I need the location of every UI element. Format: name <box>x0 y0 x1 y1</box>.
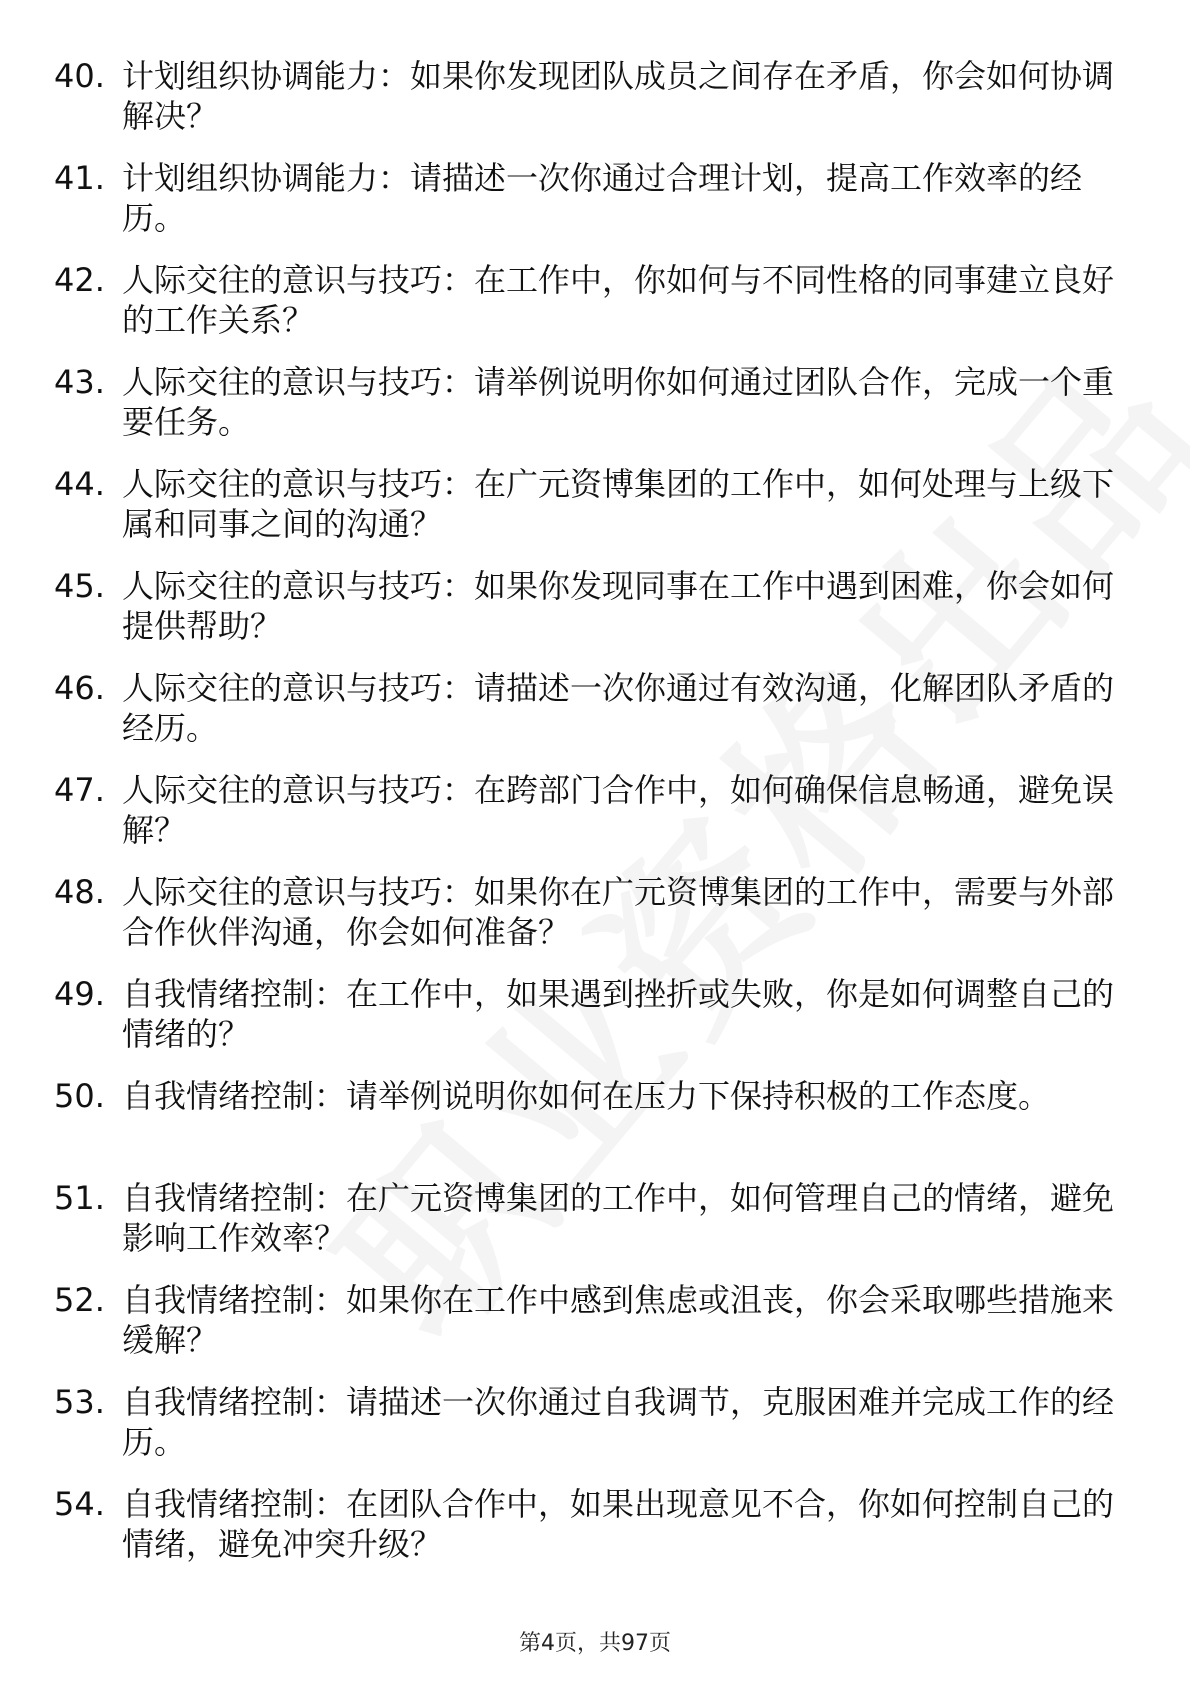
question-text: 人际交往的意识与技巧：在跨部门合作中，如何确保信息畅通，避免误解？ <box>122 771 1115 849</box>
question-text: 自我情绪控制：如果你在工作中感到焦虑或沮丧，你会采取哪些措施来缓解？ <box>122 1281 1115 1359</box>
list-item <box>0 966 1190 1068</box>
question-number: 51. <box>54 1179 105 1217</box>
question-number: 43. <box>54 363 105 401</box>
list-item <box>0 1170 1190 1272</box>
question-text: 自我情绪控制：在广元资博集团的工作中，如何管理自己的情绪，避免影响工作效率？ <box>122 1179 1115 1257</box>
question-text: 自我情绪控制：请描述一次你通过自我调节，克服困难并完成工作的经历。 <box>122 1383 1115 1461</box>
list-item <box>0 456 1190 558</box>
list-item <box>0 48 1190 150</box>
question-text: 自我情绪控制：在工作中，如果遇到挫折或失败，你是如何调整自己的情绪的？ <box>122 975 1115 1053</box>
question-number: 45. <box>54 567 105 605</box>
question-text: 自我情绪控制：请举例说明你如何在压力下保持积极的工作态度。 <box>122 1077 1051 1115</box>
list-item <box>0 1068 1190 1170</box>
list-item <box>0 252 1190 354</box>
list-item <box>0 762 1190 864</box>
question-number: 48. <box>54 873 105 911</box>
question-text: 人际交往的意识与技巧：如果你发现同事在工作中遇到困难，你会如何提供帮助？ <box>122 567 1115 645</box>
question-text: 计划组织协调能力：如果你发现团队成员之间存在矛盾，你会如何协调解决？ <box>122 57 1115 135</box>
question-text: 人际交往的意识与技巧：请举例说明你如何通过团队合作，完成一个重要任务。 <box>122 363 1115 441</box>
question-number: 50. <box>54 1077 105 1115</box>
question-number: 44. <box>54 465 105 503</box>
question-text: 人际交往的意识与技巧：在工作中，你如何与不同性格的同事建立良好的工作关系？ <box>122 261 1115 339</box>
list-item <box>0 1272 1190 1374</box>
question-text: 自我情绪控制：在团队合作中，如果出现意见不合，你如何控制自己的情绪，避免冲突升级？ <box>122 1485 1115 1563</box>
question-number: 54. <box>54 1485 105 1523</box>
question-text: 计划组织协调能力：请描述一次你通过合理计划，提高工作效率的经历。 <box>122 159 1083 237</box>
question-text: 人际交往的意识与技巧：在广元资博集团的工作中，如何处理与上级下属和同事之间的沟通？ <box>122 465 1115 543</box>
question-number: 46. <box>54 669 105 707</box>
list-item <box>0 150 1190 252</box>
question-number: 41. <box>54 159 105 197</box>
question-number: 42. <box>54 261 105 299</box>
question-number: 49. <box>54 975 105 1013</box>
list-item <box>0 660 1190 762</box>
list-item <box>0 558 1190 660</box>
question-number: 47. <box>54 771 105 809</box>
question-number: 40. <box>54 57 105 95</box>
question-text: 人际交往的意识与技巧：如果你在广元资博集团的工作中，需要与外部合作伙伴沟通，你会如何准备？ <box>122 873 1115 951</box>
list-item <box>0 1374 1190 1476</box>
question-list <box>0 48 1190 1578</box>
list-item <box>0 1476 1190 1578</box>
list-item <box>0 354 1190 456</box>
list-item <box>0 864 1190 966</box>
question-text: 人际交往的意识与技巧：请描述一次你通过有效沟通，化解团队矛盾的经历。 <box>122 669 1115 747</box>
page-footer: 第4页，共97页 <box>519 1631 671 1656</box>
question-number: 53. <box>54 1383 105 1421</box>
question-number: 52. <box>54 1281 105 1319</box>
